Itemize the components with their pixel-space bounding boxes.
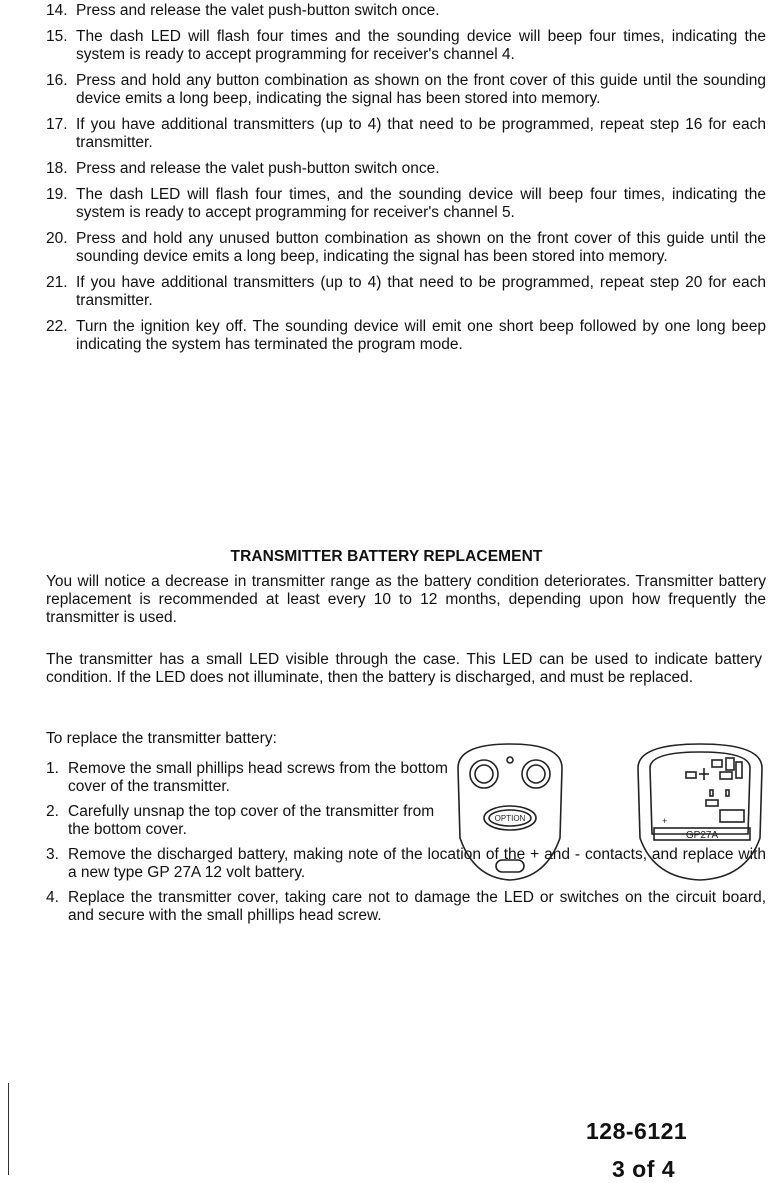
program-step <box>46 28 766 64</box>
step-text: The dash LED will flash four times and the sounding device will beep four times, indicating the system is ready to accept programming for receiver's channel 4. <box>76 28 766 63</box>
step-text: If you have additional transmitters (up to 4) that need to be programmed, repeat step 16 for each transmitter. <box>76 116 766 151</box>
step-text: Turn the ignition key off. The sounding device will emit one short beep followed by one long beep indicating the system has terminated the program mode. <box>76 318 766 353</box>
step-number: 19. <box>46 186 68 203</box>
step-number: 15. <box>46 28 68 45</box>
part-number: 128-6121 <box>586 1118 688 1144</box>
step-number: 4. <box>46 889 59 906</box>
polarity-label: + <box>662 816 668 826</box>
step-number: 17. <box>46 116 68 133</box>
program-step <box>46 274 766 310</box>
battery-step <box>46 889 766 925</box>
step-text: Press and release the valet push-button switch once. <box>76 160 440 177</box>
step-text: The dash LED will flash four times, and the sounding device will beep four times, indicating the system is ready to accept programming for receiver's channel 5. <box>76 186 766 221</box>
step-text: Carefully unsnap the top cover of the transmitter from the bottom cover. <box>68 803 435 838</box>
battery-label: GP27A <box>685 830 719 841</box>
step-text: Replace the transmitter cover, taking care not to damage the LED or switches on the circuit board, and secure with the small phillips head screw. <box>68 889 766 924</box>
step-text: Press and release the valet push-button switch once. <box>76 2 440 19</box>
battery-step <box>46 760 456 796</box>
step-number: 3. <box>46 846 59 863</box>
step-text: Remove the discharged battery, making note of the location of the + and - contacts, and replace with a new type GP 27A 12 volt battery. <box>68 846 766 881</box>
led-icon <box>507 757 513 763</box>
step-text: Press and hold any button combination as shown on the front cover of this guide until the sounding device emits a long beep, indicating the signal has been stored into memory. <box>76 72 766 107</box>
battery-intro: To replace the transmitter battery: <box>46 730 277 747</box>
step-text: If you have additional transmitters (up to 4) that need to be programmed, repeat step 20 for each transmitter. <box>76 274 766 309</box>
step-number: 21. <box>46 274 68 291</box>
step-number: 2. <box>46 803 59 820</box>
program-step <box>46 2 766 20</box>
battery-paragraph-range: You will notice a decrease in transmitter range as the battery condition deteriorates. Transmitter battery replacement is recommended at least every 10 to 12 months, depending upon how frequently the transmitter is used. <box>46 573 766 626</box>
step-number: 14. <box>46 2 68 19</box>
step-text: Remove the small phillips head screws from the bottom cover of the transmitter. <box>68 760 448 795</box>
transmitter-illustration <box>450 738 770 888</box>
program-step <box>46 230 766 266</box>
program-step <box>46 186 766 222</box>
option-button-label: OPTION <box>494 814 526 823</box>
section-heading: TRANSMITTER BATTERY REPLACEMENT <box>230 548 543 565</box>
step-number: 20. <box>46 230 68 247</box>
step-number: 22. <box>46 318 68 335</box>
step-number: 1. <box>46 760 59 777</box>
program-step <box>46 116 766 152</box>
battery-paragraph-led: The transmitter has a small LED visible through the case. This LED can be used to indicate battery condition. If the LED does not illuminate, then the battery is discharged, and must be replaced. <box>46 651 762 686</box>
step-number: 18. <box>46 160 68 177</box>
keyring-slot-icon <box>496 860 524 872</box>
step-text: Press and hold any unused button combination as shown on the front cover of this guide until the sounding device emits a long beep, indicating the signal has been stored into memory. <box>76 230 766 265</box>
battery-step <box>46 803 456 839</box>
program-step <box>46 160 766 178</box>
program-step <box>46 72 766 108</box>
margin-line <box>8 1083 9 1175</box>
programming-steps-list <box>46 2 766 362</box>
page-number: 3 of 4 <box>612 1156 676 1182</box>
step-number: 16. <box>46 72 68 89</box>
program-step <box>46 318 766 354</box>
